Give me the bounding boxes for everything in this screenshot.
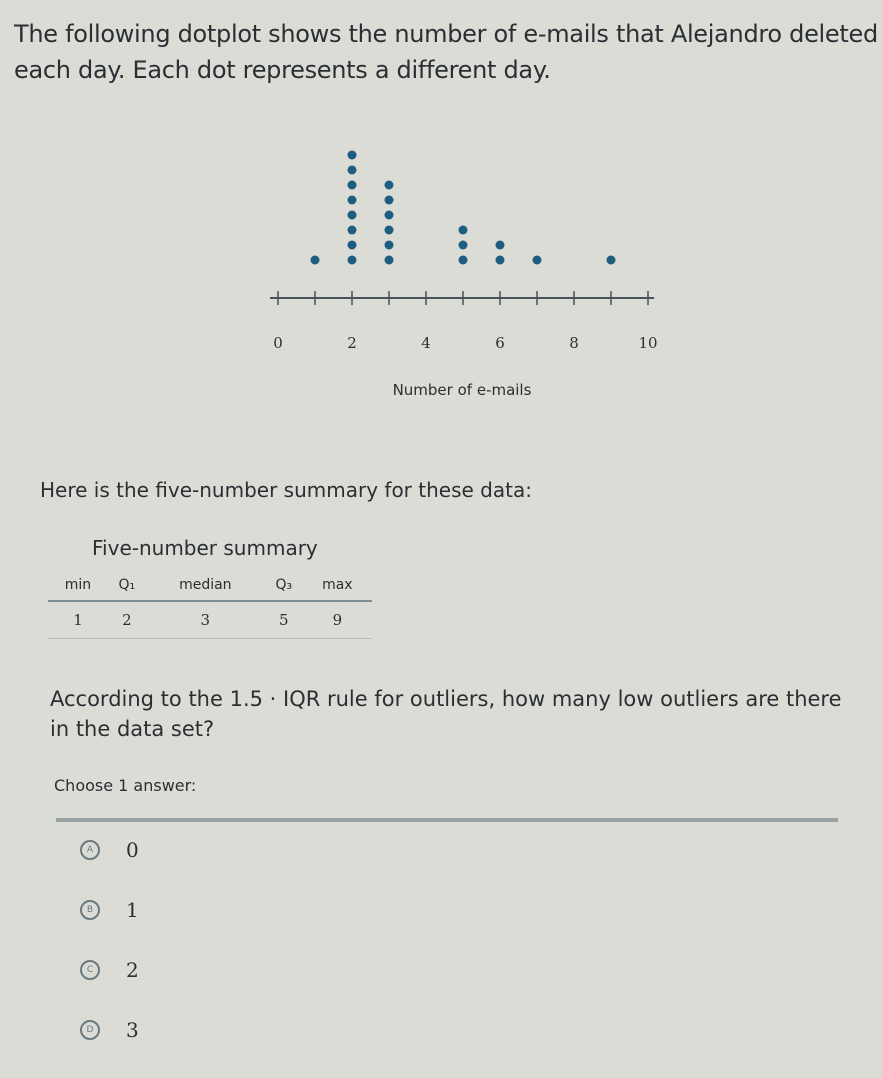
intro-text [14, 16, 880, 88]
dot-x6-1 [496, 256, 505, 265]
dot-x2-8 [348, 151, 357, 160]
dot-x5-3 [459, 226, 468, 235]
x-axis-label: Number of e-mails [392, 381, 532, 399]
five-number-summary-table [48, 570, 372, 639]
dot-x3-3 [385, 226, 394, 235]
x-tick-label-4: 4 [421, 334, 431, 352]
dot-x9-1 [607, 256, 616, 265]
value-max: 9 [303, 601, 372, 639]
x-tick-label-2: 2 [347, 334, 357, 352]
choice-c[interactable] [80, 952, 139, 988]
x-tick-label-8: 8 [569, 334, 579, 352]
header-q1: Q₁ [108, 570, 146, 601]
summary-intro-wrap [40, 478, 532, 502]
value-min: 1 [48, 601, 108, 639]
dot-x6-2 [496, 241, 505, 250]
summary-header-row [48, 570, 372, 601]
intro-line-2: each day. Each dot represents a different day. [14, 56, 551, 84]
value-median: 3 [146, 601, 265, 639]
choice-c-badge: C [80, 960, 100, 980]
choice-d-badge: D [80, 1020, 100, 1040]
choose-label: Choose 1 answer: [54, 776, 197, 795]
dot-x7-1 [533, 256, 542, 265]
dot-x3-5 [385, 196, 394, 205]
question-text: According to the 1.5 · IQR rule for outliers, how many low outliers are there in the data set? [50, 687, 842, 741]
choice-d[interactable] [80, 1012, 139, 1048]
choice-d-value: 3 [126, 1018, 139, 1042]
x-tick-label-6: 6 [495, 334, 505, 352]
dot-x2-6 [348, 181, 357, 190]
dots-layer [311, 151, 616, 265]
dot-x2-3 [348, 226, 357, 235]
value-q1: 2 [108, 601, 146, 639]
choice-b-value: 1 [126, 898, 139, 922]
x-tick-label-0: 0 [273, 334, 283, 352]
dot-x5-2 [459, 241, 468, 250]
summary-title: Five-number summary [92, 536, 318, 560]
dot-x2-7 [348, 166, 357, 175]
dot-x3-1 [385, 256, 394, 265]
dot-x3-4 [385, 211, 394, 220]
divider [56, 818, 838, 822]
header-median: median [146, 570, 265, 601]
header-q3: Q₃ [265, 570, 303, 601]
summary-value-row [48, 601, 372, 639]
choice-a-value: 0 [126, 838, 139, 862]
x-axis-ticks [273, 291, 657, 352]
value-q3: 5 [265, 601, 303, 639]
summary-intro: Here is the five-number summary for these data: [40, 478, 532, 502]
header-max: max [303, 570, 372, 601]
dot-x2-5 [348, 196, 357, 205]
dot-x2-2 [348, 241, 357, 250]
dot-x1-1 [311, 256, 320, 265]
dot-x3-6 [385, 181, 394, 190]
dot-x3-2 [385, 241, 394, 250]
dotplot-chart [230, 120, 690, 420]
choice-b[interactable] [80, 892, 139, 928]
choice-a[interactable] [80, 832, 139, 868]
dot-x5-1 [459, 256, 468, 265]
choice-c-value: 2 [126, 958, 139, 982]
intro-line-1: The following dotplot shows the number of e-mails that Alejandro deleted [14, 20, 878, 48]
choice-a-badge: A [80, 840, 100, 860]
choice-b-badge: B [80, 900, 100, 920]
dot-x2-4 [348, 211, 357, 220]
dot-x2-1 [348, 256, 357, 265]
header-min: min [48, 570, 108, 601]
x-tick-label-10: 10 [638, 334, 658, 352]
